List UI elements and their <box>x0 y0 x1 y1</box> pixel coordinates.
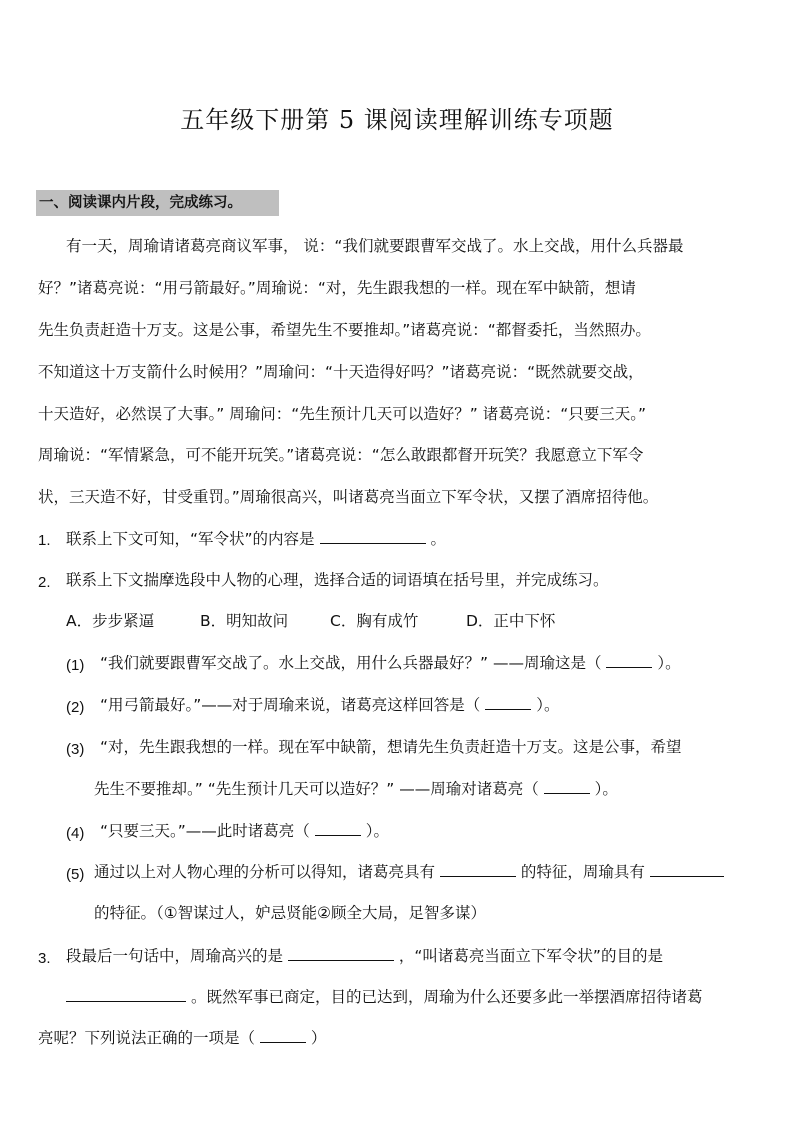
sub-question-5-line: 的特征。（①智谋过人，妒忌贤能②顾全大局，足智多谋） <box>94 904 487 922</box>
passage-line: 先生负责赶造十万支。这是公事，希望先生不要推却。”诸葛亮说：“都督委托，当然照办。 <box>38 321 651 339</box>
sub-question-text: ）。 <box>594 780 618 798</box>
sub-question-3-line <box>94 778 618 800</box>
answer-blank[interactable] <box>260 1028 306 1043</box>
sub-question-number: (4) <box>66 825 85 842</box>
sub-question-number: (1) <box>66 657 85 674</box>
question-3-line <box>66 986 702 1008</box>
sub-question-5-line <box>94 861 724 883</box>
sub-question-text: 通过以上对人物心理的分析可以得知，诸葛亮具有 <box>94 863 436 881</box>
option-b: B．明知故问 <box>200 612 289 630</box>
question-text: 联系上下文可知，“军令状”的内容是 <box>66 530 315 548</box>
question-text: ） <box>310 1029 327 1047</box>
sub-question-number: (5) <box>66 866 85 883</box>
sub-question-2 <box>100 694 559 716</box>
answer-blank[interactable] <box>320 529 426 544</box>
question-text: 。既然军事已商定，目的已达到，周瑜为什么还要多此一举摆酒席招待诸葛 <box>190 988 703 1006</box>
question-text: 亮呢？下列说法正确的一项是（ <box>38 1029 256 1047</box>
passage-line: 状，三天造不好，甘受重罚。”周瑜很高兴，叫诸葛亮当面立下军令状，又摆了酒席招待他。 <box>38 488 659 506</box>
sub-question-text: ）。 <box>536 696 560 714</box>
question-text: 段最后一句话中，周瑜高兴的是 <box>66 947 284 965</box>
option-a: A．步步紧逼 <box>66 612 155 630</box>
sub-question-number: (3) <box>66 741 85 758</box>
sub-question-text: ）。 <box>365 822 389 840</box>
sub-question-text: 先生不要推却。” “先生预计几天可以造好？” ——周瑜对诸葛亮（ <box>94 780 539 798</box>
page-title: 五年级下册第 5 课阅读理解训练专项题 <box>180 106 614 134</box>
question-number: 2. <box>38 574 51 591</box>
answer-blank[interactable] <box>485 695 531 710</box>
sub-question-text: “我们就要跟曹军交战了。水上交战，用什么兵器最好？” ——周瑜这是（ <box>100 654 602 672</box>
question-text: ，“叫诸葛亮当面立下军令状”的目的是 <box>398 947 663 965</box>
sub-question-text: “只要三天。”——此时诸葛亮（ <box>100 822 310 840</box>
sub-question-4 <box>100 820 389 842</box>
question-2-text: 联系上下文揣摩选段中人物的心理，选择合适的词语填在括号里，并完成练习。 <box>66 571 609 589</box>
sub-question-1 <box>100 652 681 674</box>
passage-line: 周瑜说：“军情紧急，可不能开玩笑。”诸葛亮说：“怎么敢跟都督开玩笑？我愿意立下军令 <box>38 446 644 464</box>
sub-question-3-line: “对，先生跟我想的一样。现在军中缺箭，想请先生负责赶造十万支。这是公事，希望 <box>100 738 682 756</box>
answer-blank[interactable] <box>544 779 590 794</box>
sub-question-text: “用弓箭最好。”——对于周瑜来说，诸葛亮这样回答是（ <box>100 696 481 714</box>
option-c: C．胸有成竹 <box>330 612 419 630</box>
answer-blank[interactable] <box>606 653 652 668</box>
question-number: 1. <box>38 532 51 549</box>
question-1 <box>66 528 446 550</box>
passage-line: 十天造好，必然误了大事。” 周瑜问：“先生预计几天可以造好？” 诸葛亮说：“只要三天。” <box>38 405 647 423</box>
question-text: 。 <box>430 530 446 548</box>
option-d: D．正中下怀 <box>466 612 556 630</box>
answer-blank[interactable] <box>315 821 361 836</box>
sub-question-number: (2) <box>66 699 85 716</box>
sub-question-text: ）。 <box>657 654 681 672</box>
passage-line: 好？”诸葛亮说：“用弓箭最好。”周瑜说：“对，先生跟我想的一样。现在军中缺箭，想请 <box>38 279 636 297</box>
question-3-line <box>38 1027 326 1049</box>
answer-blank[interactable] <box>288 946 394 961</box>
answer-blank[interactable] <box>66 987 186 1002</box>
question-3-line <box>66 945 663 967</box>
section-heading: 一、阅读课内片段，完成练习。 <box>36 190 279 216</box>
sub-question-text: 的特征，周瑜具有 <box>520 863 645 881</box>
passage-line: 有一天，周瑜请诸葛亮商议军事， 说：“我们就要跟曹军交战了。水上交战，用什么兵器最 <box>66 237 684 255</box>
passage-line: 不知道这十万支箭什么时候用？”周瑜问：“十天造得好吗？”诸葛亮说：“既然就要交战， <box>38 363 644 381</box>
answer-blank[interactable] <box>440 862 516 877</box>
answer-blank[interactable] <box>650 862 724 877</box>
question-number: 3. <box>38 950 51 967</box>
